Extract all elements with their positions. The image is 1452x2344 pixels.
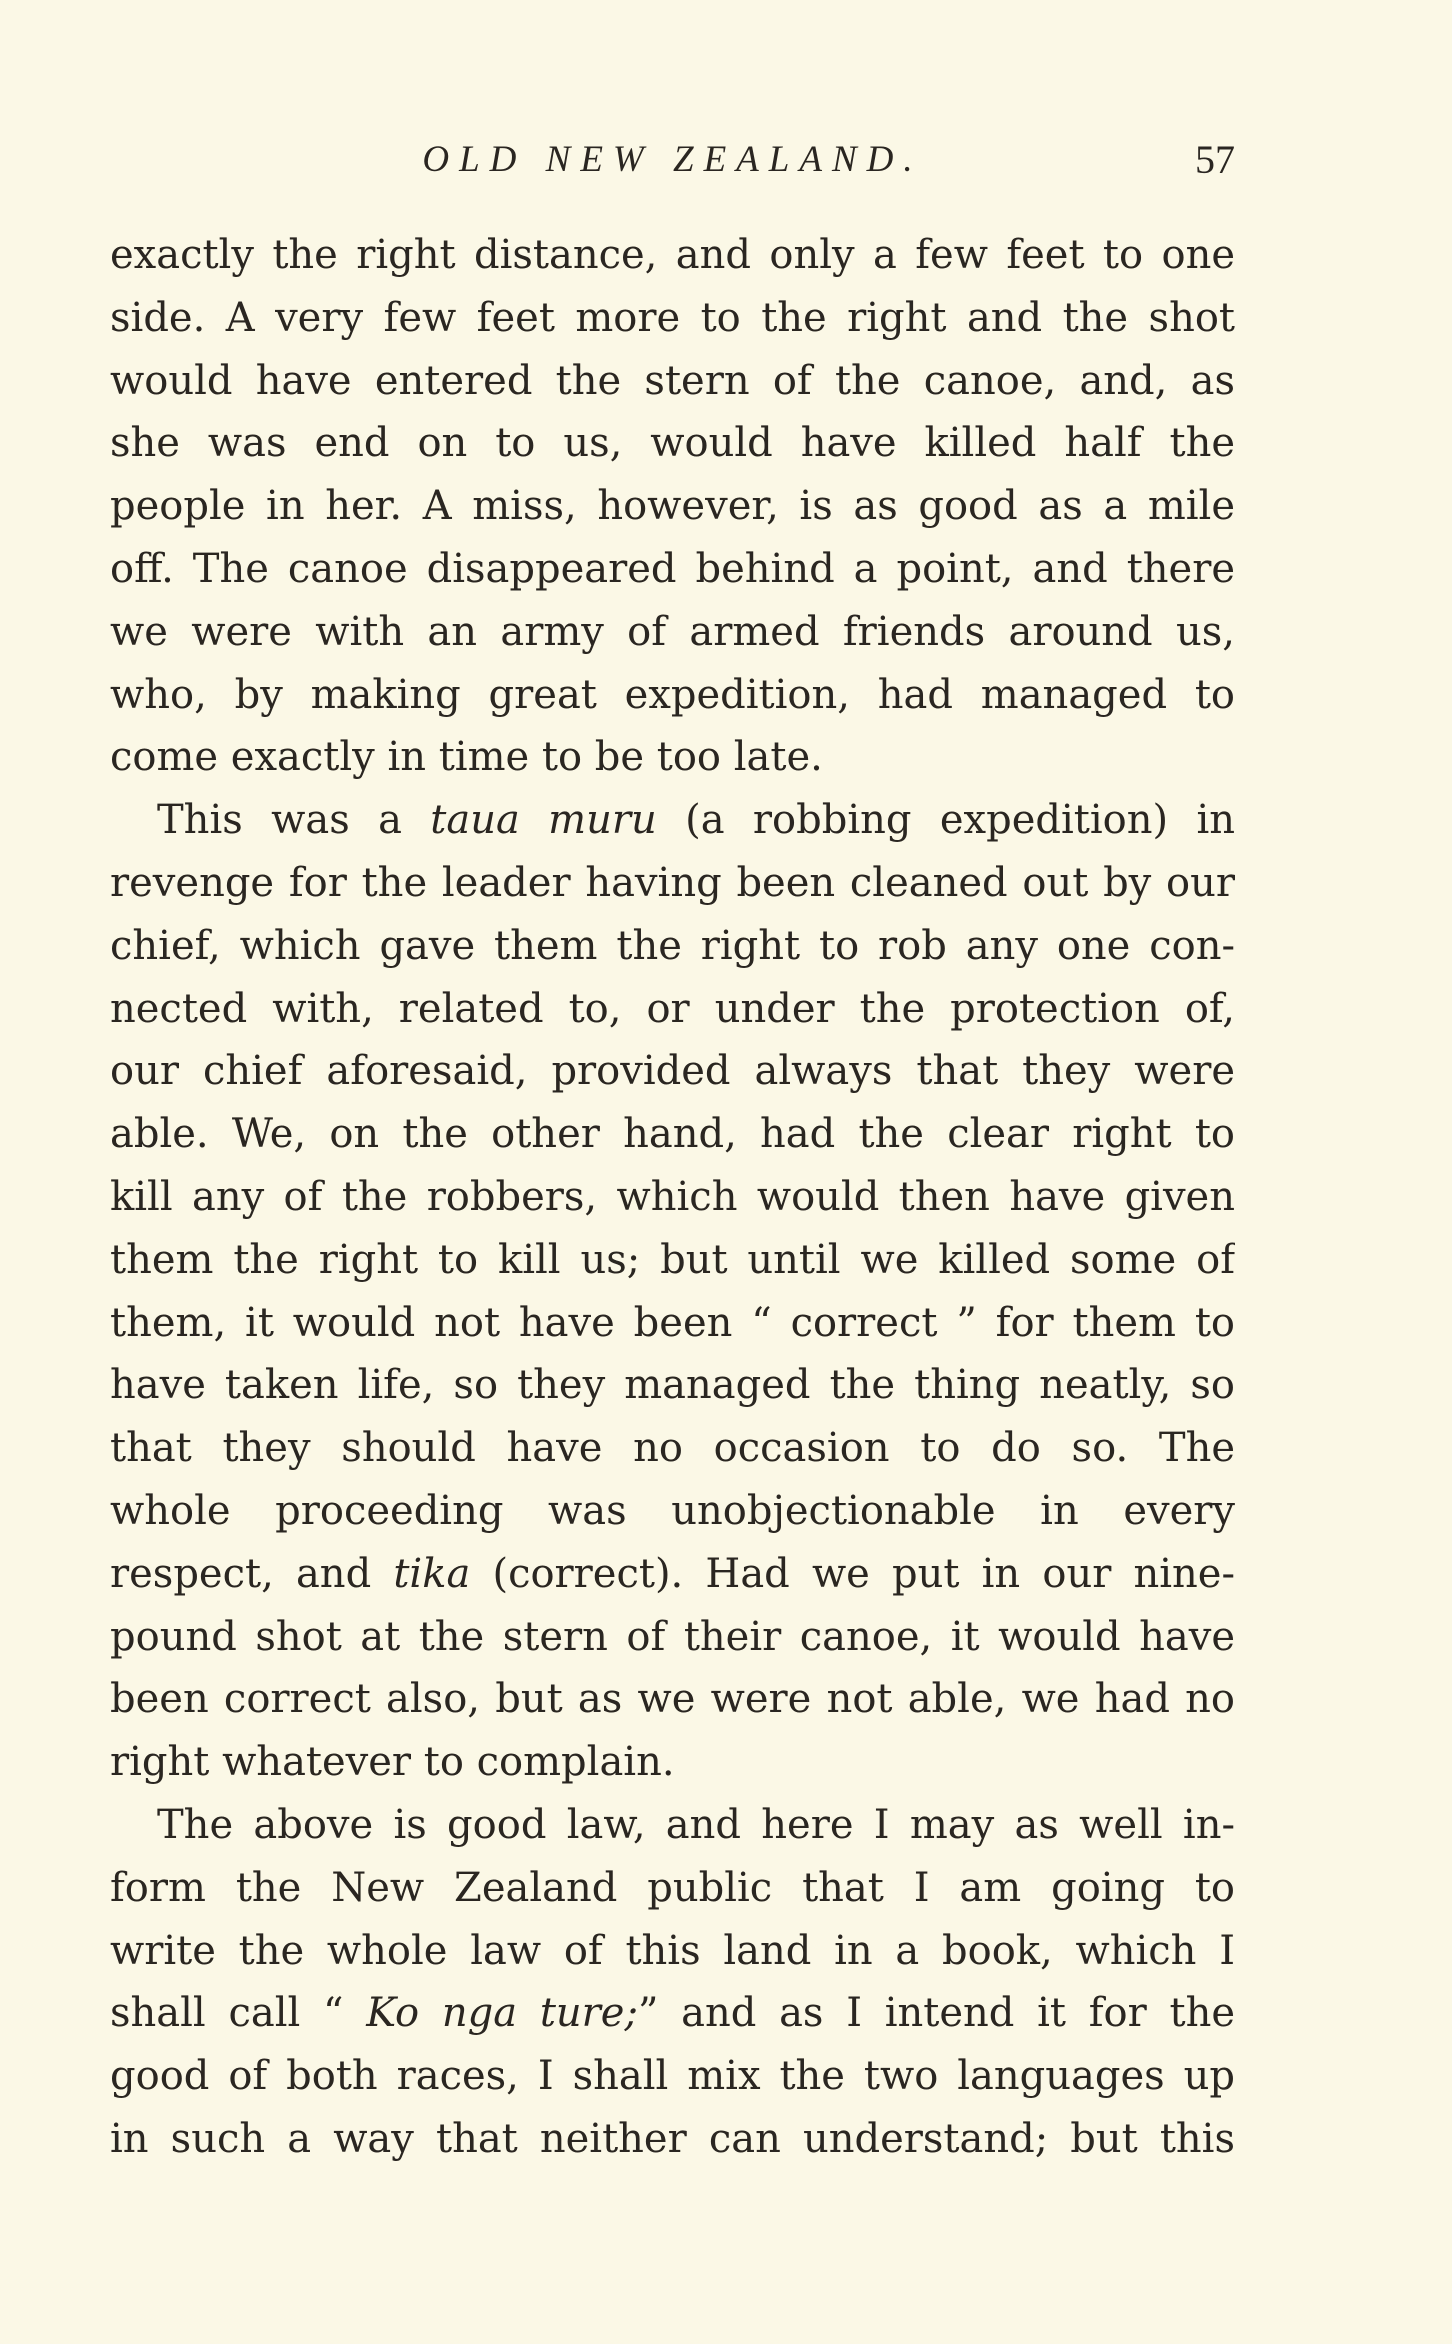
text-run: them the right to kill us; but until we killed some of — [110, 1236, 1235, 1283]
text-line — [110, 1543, 1235, 1606]
text-run: we were with an army of armed friends around us, — [110, 608, 1235, 655]
text-line — [110, 1292, 1235, 1355]
body-text — [110, 224, 1235, 2171]
text-run: write the whole law of this land in a book, which I — [110, 1927, 1235, 1974]
text-line — [110, 1040, 1235, 1103]
text-line — [110, 1354, 1235, 1417]
italic-phrase: taua muru — [430, 797, 657, 844]
text-run: that they should have no occasion to do so. The — [110, 1425, 1235, 1472]
text-run: been correct also, but as we were not able, we had no — [110, 1676, 1235, 1723]
text-line — [110, 412, 1235, 475]
text-run: The above is good law, and here I may as well in- — [157, 1801, 1235, 1848]
text-line — [110, 538, 1235, 601]
text-line — [110, 601, 1235, 664]
text-line — [110, 1229, 1235, 1292]
text-run: side. A very few feet more to the right and the shot — [110, 294, 1235, 341]
text-run: form the New Zealand public that I am going to — [110, 1864, 1235, 1911]
text-run: respect, and — [110, 1550, 394, 1597]
text-line — [110, 1668, 1235, 1731]
text-line — [110, 1417, 1235, 1480]
text-line — [110, 2045, 1235, 2108]
page-number: 57 — [1195, 137, 1235, 182]
text-line — [110, 726, 1235, 789]
running-head — [110, 132, 1235, 192]
text-line — [110, 789, 1235, 852]
text-line — [110, 915, 1235, 978]
text-run: shall call “ — [110, 1990, 367, 2037]
text-run: kill any of the robbers, which would then have given — [110, 1173, 1235, 1220]
text-run: able. We, on the other hand, had the clear right to — [110, 1111, 1235, 1158]
italic-phrase: tika — [393, 1550, 471, 1597]
text-run: good of both races, I shall mix the two languages up — [110, 2053, 1235, 2100]
text-line — [110, 2108, 1235, 2171]
text-run: them, it would not have been “ correct ” for them to — [110, 1299, 1235, 1346]
text-line — [110, 287, 1235, 350]
text-line — [110, 1857, 1235, 1920]
text-line — [110, 1920, 1235, 1983]
text-run: ” and as I intend it for the — [637, 1990, 1235, 2037]
text-line — [110, 1982, 1235, 2045]
text-line — [110, 350, 1235, 413]
text-run: in such a way that neither can understand; but this — [110, 2115, 1235, 2162]
text-run: off. The canoe disappeared behind a point, and there — [110, 545, 1235, 592]
text-run: chief, which gave them the right to rob any one con- — [110, 922, 1235, 969]
text-run: people in her. A miss, however, is as good as a mile — [110, 483, 1235, 530]
text-run: come exactly in time to be too late. — [110, 734, 823, 781]
text-run: This was a — [157, 797, 431, 844]
text-run: nected with, related to, or under the protection of, — [110, 985, 1235, 1032]
text-line — [110, 475, 1235, 538]
italic-phrase: Ko nga ture; — [366, 1990, 638, 2037]
text-line — [110, 224, 1235, 287]
text-run: have taken life, so they managed the thing neatly, so — [110, 1362, 1235, 1409]
text-run: pound shot at the stern of their canoe, it would have — [110, 1613, 1235, 1660]
text-line — [110, 1480, 1235, 1543]
text-line — [110, 1103, 1235, 1166]
text-run: who, by making great expedition, had managed to — [110, 671, 1235, 718]
text-line — [110, 1166, 1235, 1229]
text-run: (a robbing expedition) in — [656, 797, 1235, 844]
running-title: OLD NEW ZEALAND. — [422, 139, 923, 180]
text-line — [110, 978, 1235, 1041]
text-run: (correct). Had we put in our nine- — [470, 1550, 1235, 1597]
text-run: exactly the right distance, and only a few feet to one — [110, 232, 1235, 278]
text-run: right whatever to complain. — [110, 1739, 675, 1786]
text-run: whole proceeding was unobjectionable in every — [110, 1487, 1235, 1534]
text-line — [110, 1606, 1235, 1669]
text-line — [110, 1794, 1235, 1857]
text-run: our chief aforesaid, provided always that they were — [110, 1048, 1235, 1095]
text-line — [110, 664, 1235, 727]
text-line — [110, 852, 1235, 915]
text-line — [110, 1731, 1235, 1794]
text-run: revenge for the leader having been cleaned out by our — [110, 859, 1235, 906]
text-run: would have entered the stern of the canoe, and, as — [110, 357, 1235, 404]
text-run: she was end on to us, would have killed half the — [110, 420, 1235, 467]
